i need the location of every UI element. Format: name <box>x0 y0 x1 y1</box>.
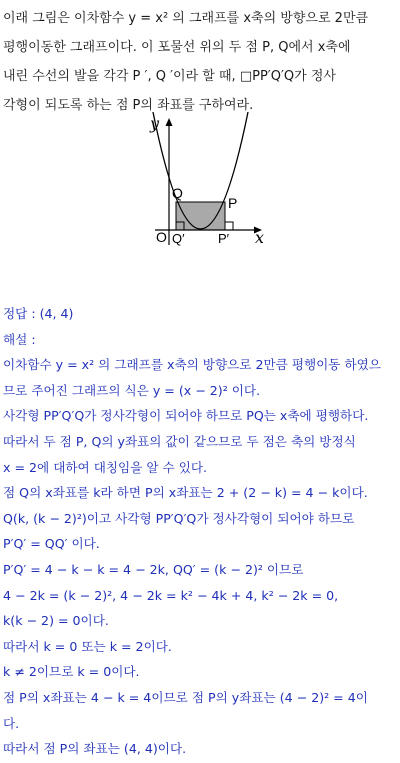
solution-line: 따라서 k = 0 또는 k = 2이다. <box>3 638 172 654</box>
point-q-label: Q <box>172 185 183 201</box>
problem-line: 내린 수선의 발을 각각 P ′, Q ′이라 할 때, □PP′Q′Q가 정사 <box>3 69 336 84</box>
solution-line: k(k − 2) = 0이다. <box>3 613 109 629</box>
solution-line: Q(k, (k − 2)²)이고 사각형 PP′Q′Q가 정사각형이 되어야 하므로 <box>3 510 355 526</box>
problem-line: 평행이동한 그래프이다. 이 포물선 위의 두 점 P, Q에서 x축에 <box>3 40 351 55</box>
y-axis-arrow <box>166 118 173 126</box>
solution-line: k ≠ 2이므로 k = 0이다. <box>3 664 140 680</box>
y-axis-label: y <box>150 114 160 133</box>
problem-text <box>3 4 399 120</box>
answer-line: 정답 : (4, 4) <box>3 306 74 321</box>
solution-line: 이차함수 y = x² 의 그래프를 x축의 방향으로 2만큼 평행이동 하였으 <box>3 357 381 373</box>
problem-line: 각형이 되도록 하는 점 P의 좌표를 구하여라. <box>3 98 254 113</box>
origin-label: O <box>156 229 167 245</box>
point-p-prime-label: P′ <box>218 231 230 246</box>
parabola-figure <box>140 112 280 252</box>
solution-line: 므로 주어진 그래프의 식은 y = (x − 2)² 이다. <box>3 382 261 398</box>
solution-text <box>3 301 400 762</box>
solution-line: x = 2에 대하여 대칭임을 알 수 있다. <box>3 459 208 475</box>
solution-line: 점 Q의 x좌표를 k라 하면 P의 x좌표는 2 + (2 − k) = 4 − k이다. <box>3 485 368 501</box>
square-ppqq <box>176 202 225 230</box>
point-p-label: P <box>228 195 238 211</box>
solution-line: 4 − 2k = (k − 2)², 4 − 2k = k² − 4k + 4, k² − 2k = 0, <box>3 587 339 603</box>
point-q-prime-label: Q′ <box>172 231 185 246</box>
explanation-heading: 해설 : <box>3 331 36 347</box>
solution-line: 다. <box>3 715 20 731</box>
solution-line: 사각형 PP′Q′Q가 정사각형이 되어야 하므로 PQ는 x축에 평행하다. <box>3 408 369 424</box>
x-axis-label: x <box>255 228 265 247</box>
solution-line: 따라서 점 P의 좌표는 (4, 4)이다. <box>3 741 187 757</box>
solution-line: 따라서 두 점 P, Q의 y좌표의 값이 같으므로 두 점은 축의 방정식 <box>3 433 356 449</box>
problem-line: 이래 그림은 이차함수 y = x² 의 그래프를 x축의 방향으로 2만큼 <box>3 11 369 26</box>
solution-line: P′Q′ = QQ′ 이다. <box>3 536 100 552</box>
solution-line: 점 P의 x좌표는 4 − k = 4이므로 점 P의 y좌표는 (4 − 2)² = 4이 <box>3 689 368 705</box>
right-angle-mark-p <box>225 222 233 230</box>
solution-line: P′Q′ = 4 − k − k = 4 − 2k, QQ′ = (k − 2)² 이므로 <box>3 561 304 577</box>
